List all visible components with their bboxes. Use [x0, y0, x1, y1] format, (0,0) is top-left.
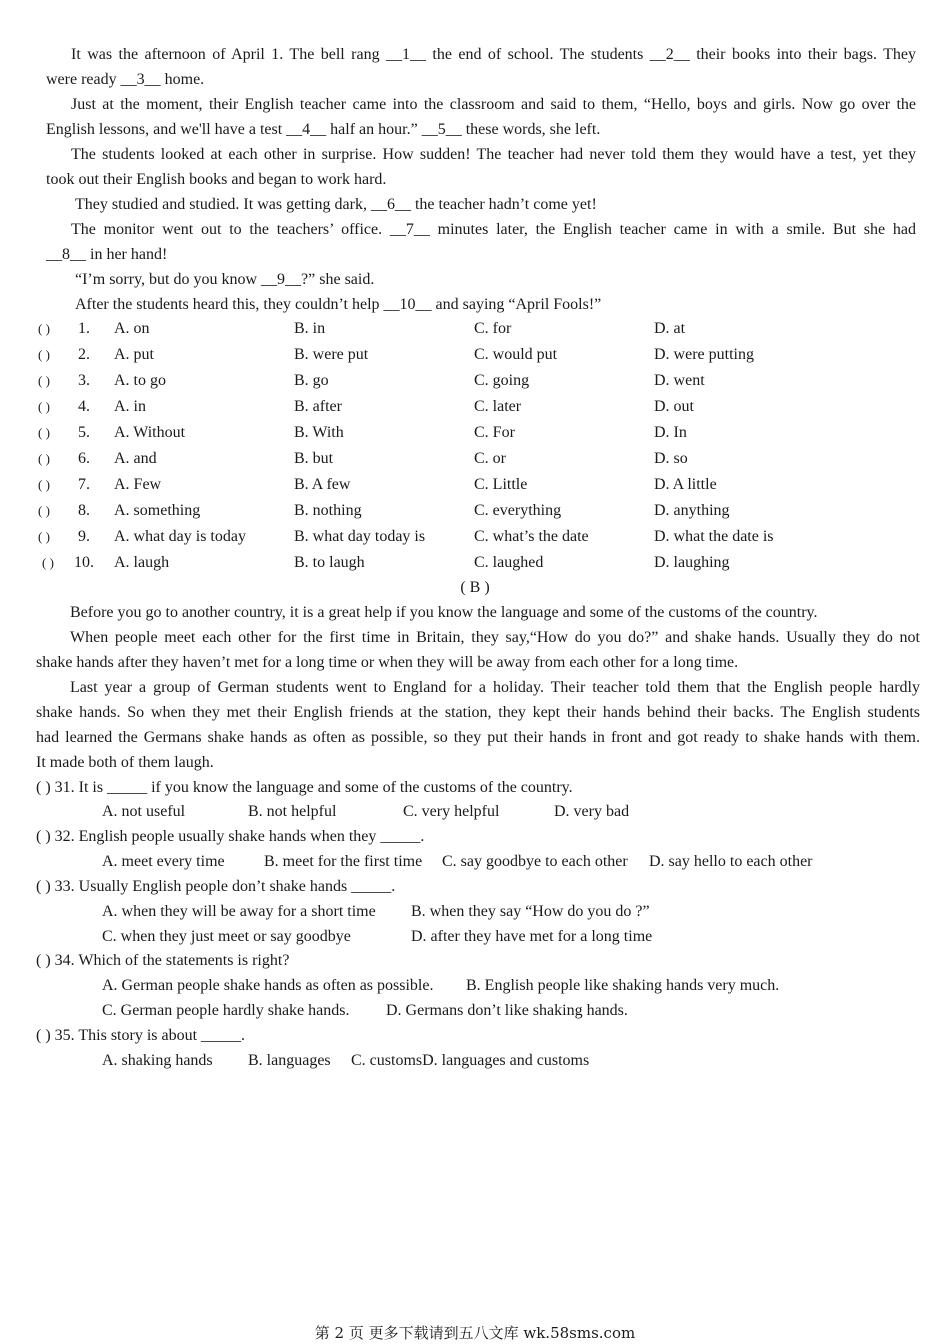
option-d: D. In	[654, 424, 687, 441]
option-b: B. With	[294, 424, 344, 441]
option-b: B. nothing	[294, 502, 362, 519]
question-number: 4.	[78, 398, 90, 415]
option-b: B. English people like shaking hands very much.	[466, 977, 780, 994]
option-a: A. shaking hands	[102, 1052, 213, 1069]
paragraph-line: The monitor went out to the teachers’ office. __7__ minutes later, the English teacher came in with a smile. But she had	[71, 221, 916, 238]
paragraph-line: were ready __3__ home.	[46, 71, 205, 88]
question-number: 10.	[74, 554, 94, 571]
option-a: A. on	[114, 320, 150, 337]
question-number: 6.	[78, 450, 90, 467]
option-d: D. so	[654, 450, 688, 467]
option-a: A. German people shake hands as often as possible.	[102, 977, 434, 994]
paragraph-line: took out their English books and began to work hard.	[46, 171, 387, 188]
option-d: D. say hello to each other	[649, 853, 813, 870]
paragraph-line: Before you go to another country, it is a great help if you know the language and some of the customs of the country.	[70, 604, 818, 621]
option-b: B. in	[294, 320, 326, 337]
option-c: C. say goodbye to each other	[442, 853, 628, 870]
section-heading: ( B )	[460, 579, 490, 596]
paragraph-line: “I’m sorry, but do you know __9__?” she said.	[75, 271, 375, 288]
question-number: 9.	[78, 528, 90, 545]
option-d: D. what the date is	[654, 528, 774, 545]
question-number: 8.	[78, 502, 90, 519]
option-b: B. languages	[248, 1052, 331, 1069]
question-stem: ( ) 32. English people usually shake hands when they _____.	[36, 828, 425, 845]
paragraph-line: Last year a group of German students went to England for a holiday. Their teacher told them that the English people hardly	[70, 679, 920, 696]
option-c: C. Little	[474, 476, 528, 493]
option-a: A. to go	[114, 372, 166, 389]
question-stem: ( ) 35. This story is about _____.	[36, 1027, 246, 1044]
option-c: C. for	[474, 320, 512, 337]
paragraph-line: When people meet each other for the first time in Britain, they say,“How do you do?” and shake hands. Usually they do not	[70, 629, 920, 646]
paragraph-line: The students looked at each other in surprise. How sudden! The teacher had never told them they would have a test, yet they	[71, 146, 916, 163]
option-c: C. later	[474, 398, 522, 415]
option-c: C. For	[474, 424, 515, 441]
option-a: A. something	[114, 502, 201, 519]
option-b: B. meet for the first time	[264, 853, 423, 870]
paragraph-line: It was the afternoon of April 1. The bell rang __1__ the end of school. The students __2__ their books into their bags. They	[71, 46, 916, 63]
option-d: D. anything	[654, 502, 730, 519]
option-c: C. customsD. languages and customs	[351, 1052, 590, 1069]
option-a: A. Few	[114, 476, 162, 493]
question-number: 7.	[78, 476, 90, 493]
option-c: C. would put	[474, 346, 558, 363]
paragraph-line: They studied and studied. It was getting dark, __6__ the teacher hadn’t come yet!	[75, 196, 597, 213]
option-b: B. A few	[294, 476, 351, 493]
option-a: A. Without	[114, 424, 186, 441]
option-d: D. very bad	[554, 803, 630, 820]
option-c: C. when they just meet or say goodbye	[102, 928, 351, 945]
option-d: D. after they have met for a long time	[411, 928, 653, 945]
answer-bracket[interactable]: ( )	[38, 529, 50, 544]
option-b: B. after	[294, 398, 342, 415]
question-number: 3.	[78, 372, 90, 389]
option-d: D. went	[654, 372, 705, 389]
option-d: D. Germans don’t like shaking hands.	[386, 1002, 628, 1019]
question-number: 5.	[78, 424, 90, 441]
option-a: A. what day is today	[114, 528, 246, 545]
answer-bracket[interactable]: ( )	[38, 399, 50, 414]
option-b: B. to laugh	[294, 554, 365, 571]
option-b: B. not helpful	[248, 803, 337, 820]
option-a: A. when they will be away for a short time	[102, 903, 376, 920]
answer-bracket[interactable]: ( )	[38, 503, 50, 518]
paragraph-line: had learned the Germans shake hands as often as possible, so they put their hands in front and got ready to shake hands with them.	[36, 729, 920, 746]
option-a: A. not useful	[102, 803, 186, 820]
paragraph-line: It made both of them laugh.	[36, 754, 214, 771]
question-number: 1.	[78, 320, 90, 337]
answer-bracket[interactable]: ( )	[38, 425, 50, 440]
answer-bracket[interactable]: ( )	[42, 555, 54, 570]
page-footer: 第 2 页 更多下载请到五八文库 wk.58sms.com	[314, 1324, 636, 1342]
option-a: A. meet every time	[102, 853, 225, 870]
paragraph-line: Just at the moment, their English teacher came into the classroom and said to them, “Hello, boys and girls. Now go over the	[71, 96, 916, 113]
option-d: D. A little	[654, 476, 717, 493]
option-c: C. laughed	[474, 554, 544, 571]
paragraph-line: English lessons, and we'll have a test __4__ half an hour.” __5__ these words, she left.	[46, 121, 601, 138]
option-d: D. at	[654, 320, 686, 337]
question-stem: ( ) 34. Which of the statements is right?	[36, 952, 290, 969]
paragraph-line: shake hands. So when they met their English friends at the station, they kept their hands behind their backs. The English students	[36, 704, 920, 721]
option-c: C. everything	[474, 502, 562, 519]
option-c: C. going	[474, 372, 530, 389]
paragraph-line: __8__ in her hand!	[46, 246, 168, 263]
option-a: A. laugh	[114, 554, 170, 571]
answer-bracket[interactable]: ( )	[38, 347, 50, 362]
option-b: B. go	[294, 372, 329, 389]
option-b: B. but	[294, 450, 334, 467]
option-b: B. what day today is	[294, 528, 426, 545]
option-b: B. were put	[294, 346, 369, 363]
option-c: C. very helpful	[403, 803, 500, 820]
option-c: C. German people hardly shake hands.	[102, 1002, 350, 1019]
paragraph-line: After the students heard this, they couldn’t help __10__ and saying “April Fools!”	[75, 296, 602, 313]
paragraph-line: shake hands after they haven’t met for a long time or when they will be away from each other for a long time.	[36, 654, 739, 671]
option-a: A. and	[114, 450, 157, 467]
option-d: D. were putting	[654, 346, 754, 363]
answer-bracket[interactable]: ( )	[38, 373, 50, 388]
option-a: A. in	[114, 398, 146, 415]
question-stem: ( ) 31. It is _____ if you know the language and some of the customs of the country.	[36, 779, 573, 796]
option-d: D. out	[654, 398, 694, 415]
option-c: C. or	[474, 450, 506, 467]
option-b: B. when they say “How do you do ?”	[411, 903, 650, 920]
answer-bracket[interactable]: ( )	[38, 477, 50, 492]
option-d: D. laughing	[654, 554, 730, 571]
option-c: C. what’s the date	[474, 528, 589, 545]
answer-bracket[interactable]: ( )	[38, 451, 50, 466]
question-number: 2.	[78, 346, 90, 363]
question-stem: ( ) 33. Usually English people don’t shake hands _____.	[36, 878, 396, 895]
option-a: A. put	[114, 346, 154, 363]
answer-bracket[interactable]: ( )	[38, 321, 50, 336]
